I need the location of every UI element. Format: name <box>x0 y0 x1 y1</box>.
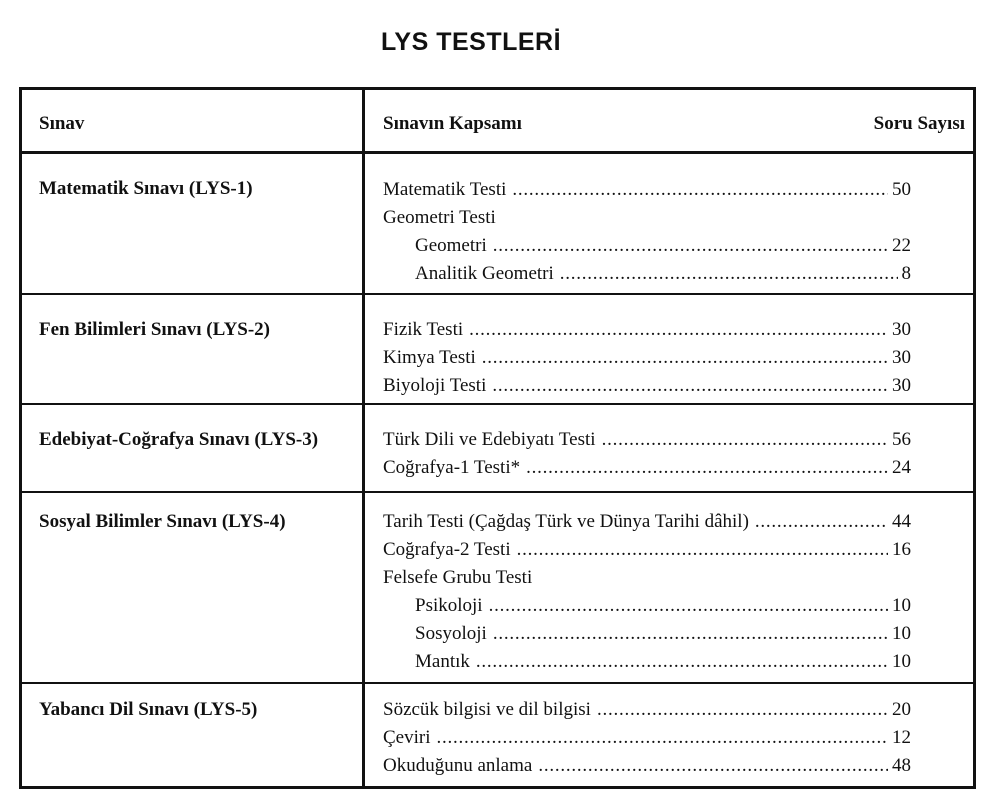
list-item <box>415 648 911 676</box>
item-count: 44 <box>892 511 911 532</box>
item-label: Psikoloji <box>415 595 483 616</box>
item-label: Çeviri <box>383 727 431 748</box>
item-label: Felsefe Grubu Testi <box>383 567 533 588</box>
item-count: 12 <box>892 727 911 748</box>
item-label: Coğrafya-2 Testi <box>383 539 511 560</box>
page-title: LYS TESTLERİ <box>380 28 562 56</box>
item-label: Geometri <box>415 235 487 256</box>
list-item <box>383 204 496 232</box>
exam-name: Sosyal Bilimler Sınavı (LYS-4) <box>39 511 286 532</box>
list-item <box>383 176 911 204</box>
item-count: 30 <box>892 347 911 368</box>
item-count: 8 <box>901 263 911 284</box>
header-scope: Sınavın Kapsamı <box>383 113 522 134</box>
list-item <box>383 372 911 400</box>
list-item <box>383 426 911 454</box>
item-count: 56 <box>892 429 911 450</box>
list-item <box>383 752 911 780</box>
list-item <box>415 232 911 260</box>
header-exam: Sınav <box>39 113 85 134</box>
exam-name: Fen Bilimleri Sınavı (LYS-2) <box>39 319 271 340</box>
exam-name: Edebiyat-Coğrafya Sınavı (LYS-3) <box>39 429 319 450</box>
item-label: Mantık <box>415 651 470 672</box>
exam-name: Matematik Sınavı (LYS-1) <box>39 178 253 199</box>
item-label: Okuduğunu anlama <box>383 755 533 776</box>
exam-name: Yabancı Dil Sınavı (LYS-5) <box>39 699 258 720</box>
item-label: Tarih Testi (Çağdaş Türk ve Dünya Tarihi dâhil) <box>383 511 749 532</box>
item-count: 10 <box>892 651 911 672</box>
item-count: 48 <box>892 755 911 776</box>
item-label: Türk Dili ve Edebiyatı Testi <box>383 429 596 450</box>
section-divider <box>22 682 973 684</box>
list-item <box>383 564 532 592</box>
item-label: Coğrafya-1 Testi* <box>383 457 521 478</box>
list-item <box>383 696 911 724</box>
item-label: Analitik Geometri <box>415 263 554 284</box>
list-item <box>415 592 911 620</box>
item-count: 24 <box>892 457 911 478</box>
item-label: Matematik Testi <box>383 179 507 200</box>
list-item <box>383 536 911 564</box>
item-label: Biyoloji Testi <box>383 375 487 396</box>
item-count: 30 <box>892 319 911 340</box>
list-item <box>415 260 911 288</box>
header-divider <box>22 151 973 154</box>
item-label: Geometri Testi <box>383 207 496 228</box>
item-count: 10 <box>892 623 911 644</box>
header-question-count: Soru Sayısı <box>873 113 965 134</box>
section-divider <box>22 491 973 493</box>
item-count: 16 <box>892 539 911 560</box>
item-count: 10 <box>892 595 911 616</box>
item-count: 20 <box>892 699 911 720</box>
list-item <box>383 344 911 372</box>
item-label: Sözcük bilgisi ve dil bilgisi <box>383 699 591 720</box>
list-item <box>383 316 911 344</box>
lys-tests-table <box>19 87 976 789</box>
list-item <box>383 508 911 536</box>
list-item <box>383 454 911 482</box>
section-divider <box>22 403 973 405</box>
item-label: Kimya Testi <box>383 347 476 368</box>
list-item <box>415 620 911 648</box>
item-label: Fizik Testi <box>383 319 464 340</box>
list-item <box>383 724 911 752</box>
item-count: 50 <box>892 179 911 200</box>
item-count: 30 <box>892 375 911 396</box>
section-divider <box>22 293 973 295</box>
item-label: Sosyoloji <box>415 623 487 644</box>
item-count: 22 <box>892 235 911 256</box>
